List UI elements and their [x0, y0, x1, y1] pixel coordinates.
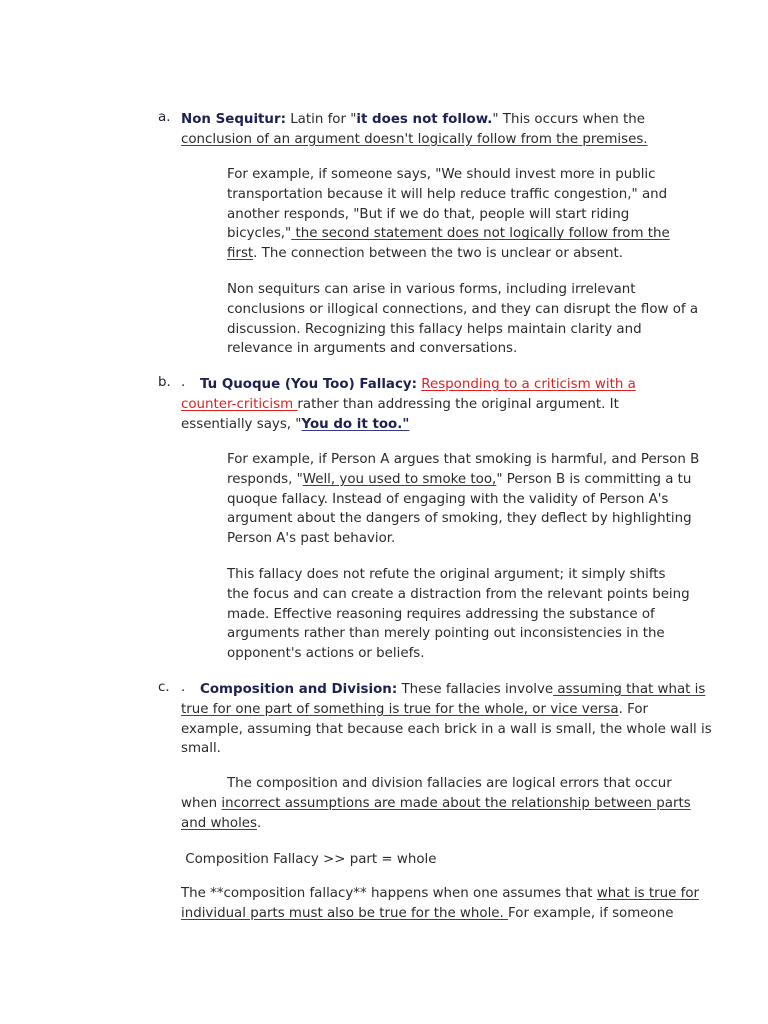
term-composition-division: Composition and Division: [200, 682, 398, 697]
term-tu-quoque: Tu Quoque (You Too) Fallacy: [200, 377, 417, 392]
section-c-definition: Composition and Division: These fallacies involve assuming that what is true for one part of something is true for the whole, or vice versa. For example, assuming that because each brick in a wall is small, the whole wall is small. [181, 682, 712, 757]
underlined-phrase: conclusion of an argument doesn't logically follow from the premises. [181, 131, 648, 147]
list-marker-b: b. [158, 375, 171, 390]
section-a-definition: Non Sequitur: Latin for "it does not follow." This occurs when the conclusion of an argument doesn't logically follow from the premises. [181, 110, 648, 150]
section-b-definition: Tu Quoque (You Too) Fallacy: Responding to a criticism with a counter-criticism rather than addressing the original argument. It essentially says, "You do it too." [181, 377, 636, 432]
list-marker-a: a. [158, 110, 171, 125]
section-a-explanation-paragraph: Non sequiturs can arise in various forms, including irrelevant conclusions or illogical connections, and they can disrupt the flow of a discussion. Recognizing this fallacy helps maintain clarity and relevance in arguments and conversations. [227, 282, 699, 357]
list-marker-c: c. [158, 680, 170, 695]
section-a-example-paragraph: For example, if someone says, "We should invest more in public transportation because it will help reduce traffic congestion," and another responds, "But if we do that, people will start riding bicycles," the second statement does not logically follow from the first. The connection between the two is unclear or absent. [227, 167, 670, 262]
section-b-example-paragraph: For example, if Person A argues that smoking is harmful, and Person B responds, "Well, you used to smoke too," Person B is committing a tu quoque fallacy. Instead of engaging with the validity of Person A's argument about the dangers of smoking, they deflect by highlighting Person A's past behavior. [227, 452, 700, 547]
section-b-explanation-paragraph: This fallacy does not refute the original argument; it simply shifts the focus and can create a distraction from the relevant points being made. Effective reasoning requires addressing the substance of arguments rather than merely pointing out inconsistencies in the opponent's actions or beliefs. [227, 567, 690, 662]
term-non-sequitur: Non Sequitur: [181, 112, 286, 127]
stray-dot: . [181, 375, 186, 390]
composition-fallacy-heading: Composition Fallacy >> part = whole [181, 852, 437, 867]
stray-dot: . [181, 680, 186, 695]
red-highlighted-phrase: Responding to a criticism with a [421, 377, 636, 392]
composition-fallacy-paragraph: The **composition fallacy** happens when one assumes that what is true for individual parts must also be true for the whole. For example, if someone [181, 886, 700, 921]
section-c-paragraph: The composition and division fallacies are logical errors that occur when incorrect assumptions are made about the relationship between parts and wholes. [181, 776, 691, 831]
